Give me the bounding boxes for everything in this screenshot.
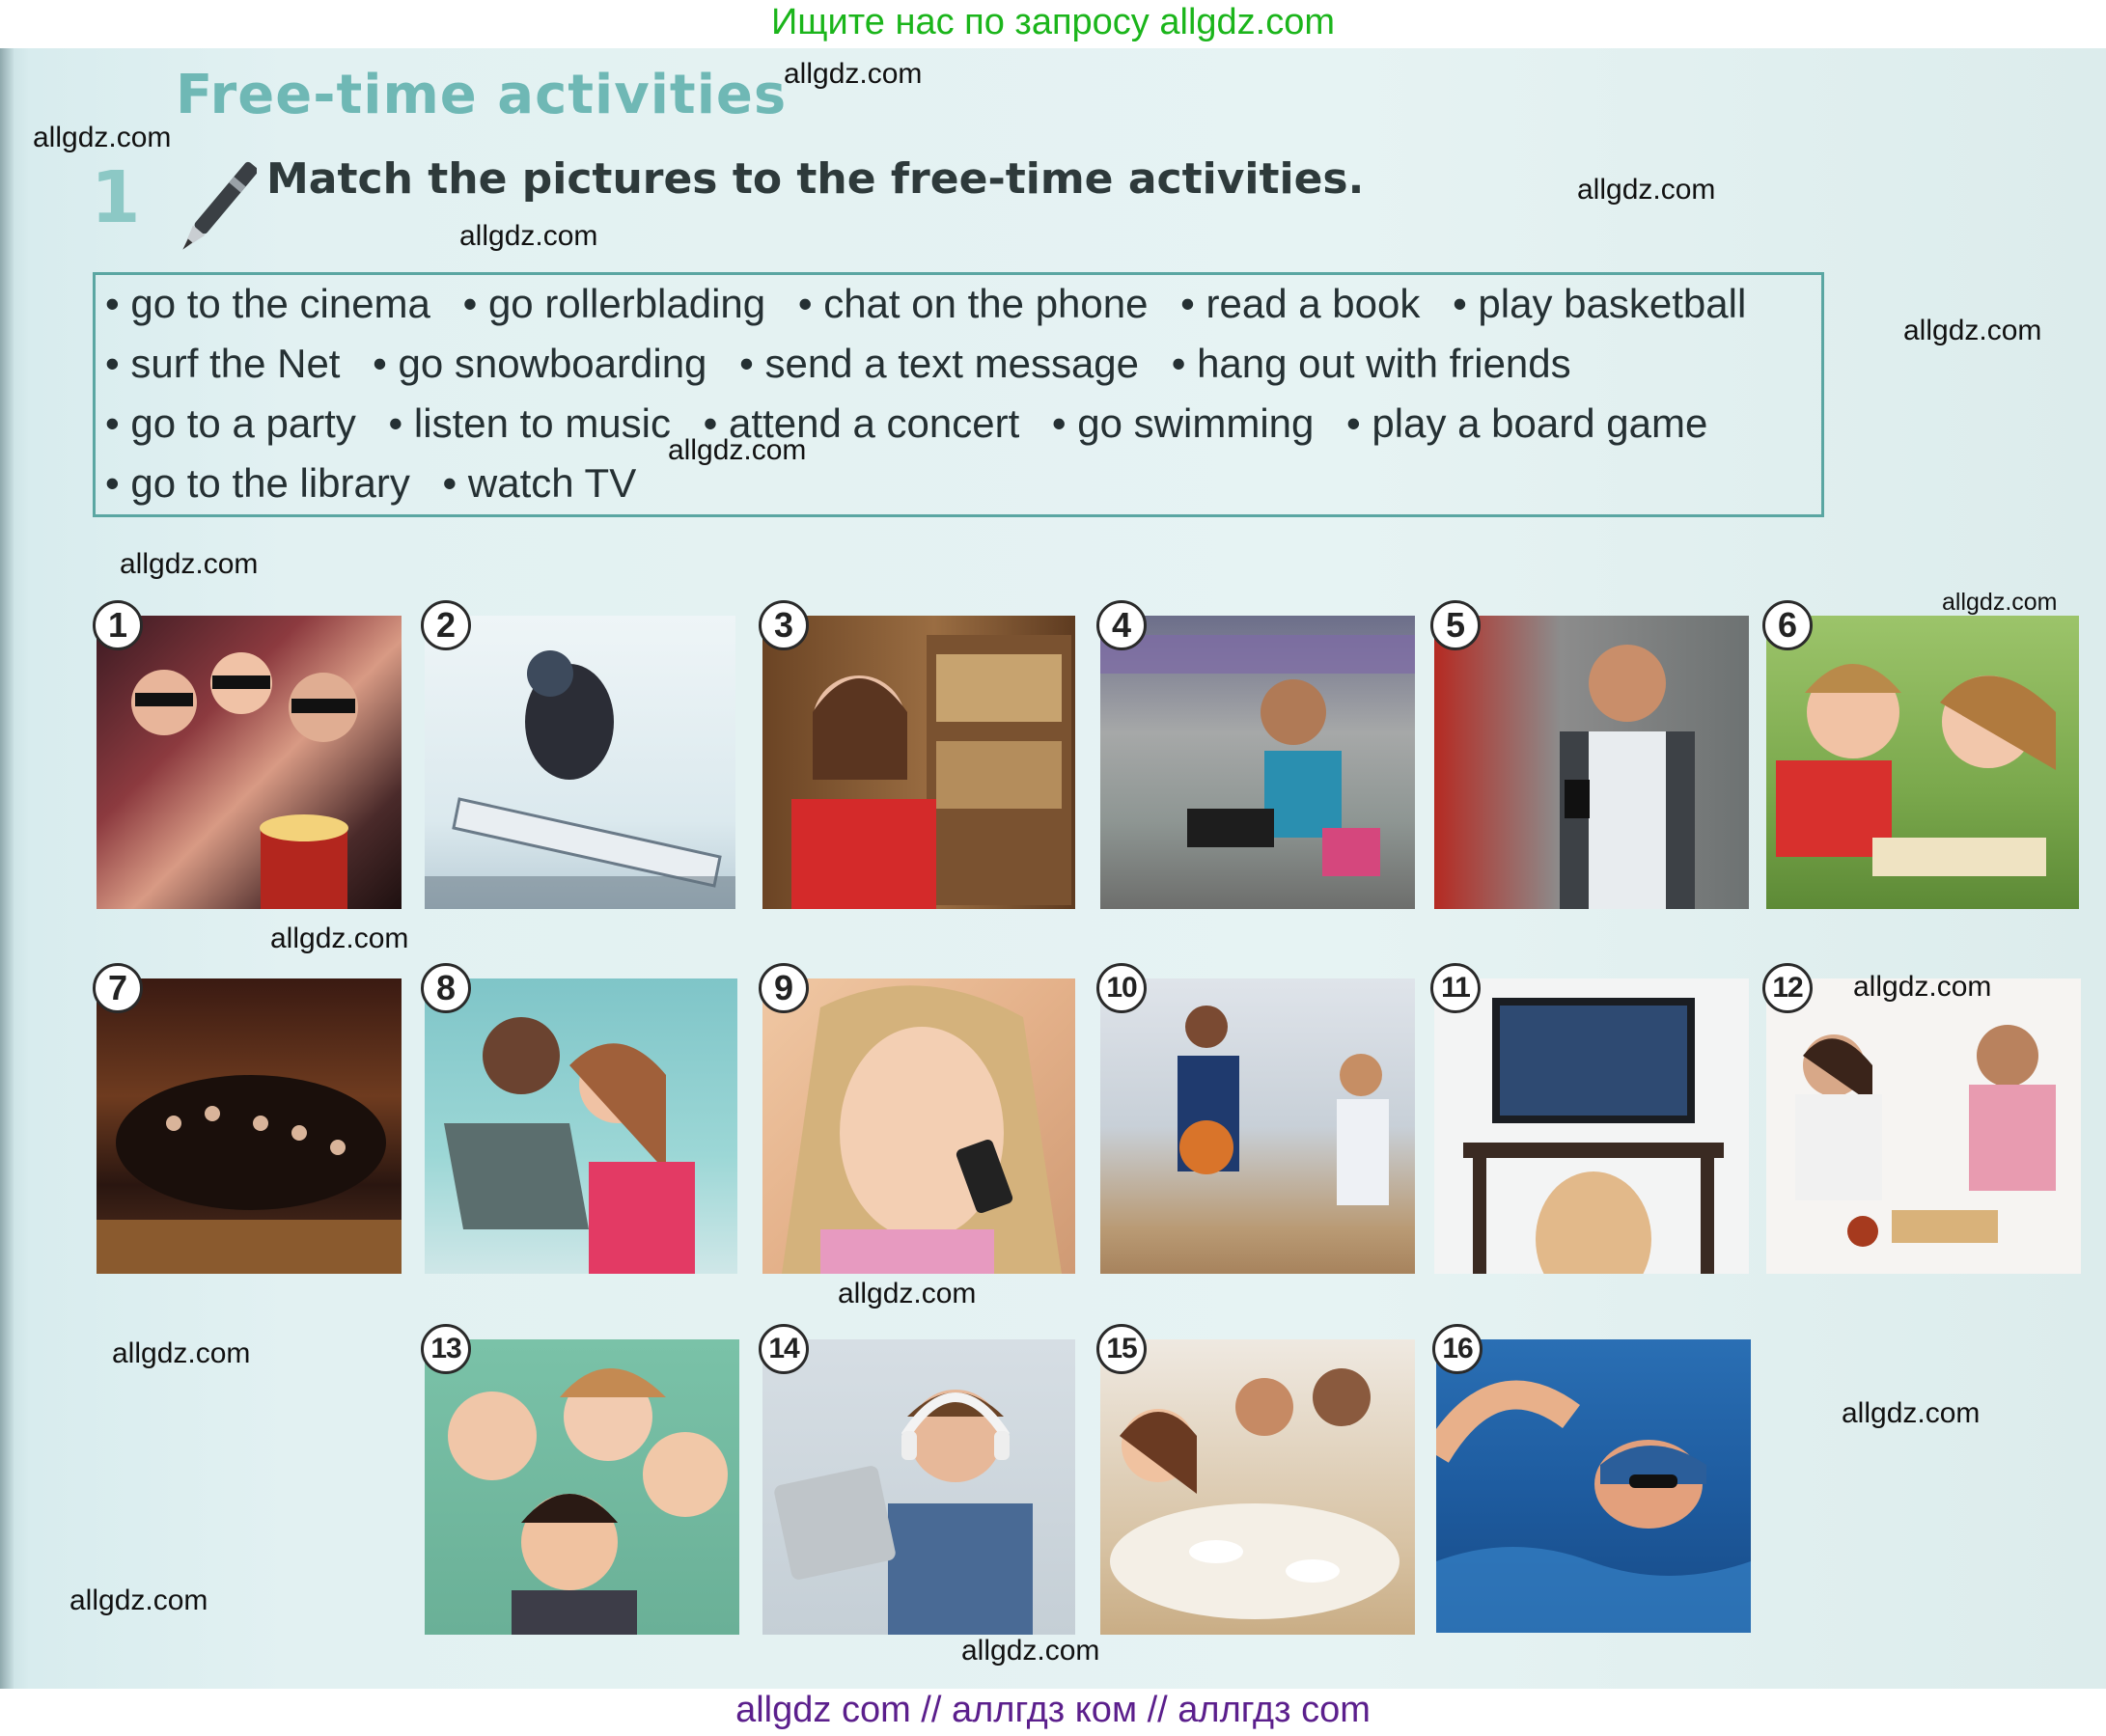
page-spine-shadow (0, 48, 14, 1689)
picture-number-badge: 6 (1762, 600, 1813, 650)
watermark-text: allgdz.com (459, 220, 598, 252)
pen-icon (180, 145, 257, 270)
picture-number-badge: 8 (421, 963, 471, 1013)
picture-1 (97, 605, 402, 909)
teens-laptop-illustration (425, 978, 737, 1274)
girl-tv-illustration (1434, 978, 1749, 1274)
picture-number-badge: 14 (759, 1324, 809, 1374)
activity-item: • go snowboarding (373, 341, 707, 386)
watermark-text: allgdz.com (270, 923, 409, 954)
watermark-text: allgdz.com (784, 58, 923, 90)
activity-item: • go rollerblading (462, 281, 766, 326)
picture-8 (425, 968, 737, 1274)
snowboarder-illustration (425, 616, 735, 909)
activity-item: • go to a party (105, 400, 356, 446)
picture-5 (1434, 605, 1749, 909)
activity-item: • go to the cinema (105, 281, 430, 326)
watermark-text: allgdz.com (1942, 589, 2058, 616)
board-game-illustration (1766, 978, 2081, 1274)
picture-number-badge: 9 (759, 963, 809, 1013)
picture-13 (425, 1333, 739, 1635)
activity-item: • go to the library (105, 460, 410, 506)
watermark-text: allgdz.com (1577, 174, 1716, 206)
textbook-page (0, 48, 2106, 1689)
picture-number-badge: 2 (421, 600, 471, 650)
picture-number-badge: 11 (1430, 963, 1481, 1013)
picture-number-badge: 10 (1096, 963, 1147, 1013)
activity-item: • hang out with friends (1171, 341, 1571, 386)
watermark-text: allgdz.com (1842, 1397, 1981, 1429)
picture-3 (762, 605, 1075, 909)
word-line-4 (105, 460, 657, 518)
picture-16 (1436, 1333, 1751, 1633)
girl-phone-illustration (762, 978, 1075, 1274)
kids-reading-illustration (1766, 616, 2079, 909)
activity-item: • attend a concert (703, 400, 1020, 446)
picture-10 (1100, 972, 1415, 1274)
activities-word-box (93, 272, 1824, 517)
word-line-2 (105, 341, 1593, 399)
picture-7 (97, 968, 402, 1274)
picture-number-badge: 16 (1432, 1324, 1483, 1374)
activity-item: • go swimming (1051, 400, 1315, 446)
friends-dinner-illustration (1100, 1339, 1415, 1635)
activity-item: • read a book (1180, 281, 1421, 326)
picture-number-badge: 4 (1096, 600, 1147, 650)
activity-item: • surf the Net (105, 341, 341, 386)
picture-4 (1100, 605, 1415, 909)
top-watermark-banner: Ищите нас по запросу allgdz.com (770, 2, 1335, 42)
picture-number-badge: 1 (93, 600, 143, 650)
orchestra-illustration (97, 978, 402, 1274)
word-line-3 (105, 400, 1729, 458)
picture-number-badge: 12 (1762, 963, 1813, 1013)
watermark-text: allgdz.com (1853, 971, 1992, 1003)
picture-12 (1766, 972, 2081, 1274)
watermark-text: allgdz.com (961, 1635, 1100, 1667)
picture-number-badge: 5 (1430, 600, 1481, 650)
activity-item: • listen to music (388, 400, 671, 446)
exercise-instruction: Match the pictures to the free-time activities. (266, 154, 1365, 204)
section-title: Free-time activities (176, 64, 788, 126)
library-girl-illustration (762, 616, 1075, 909)
picture-number-badge: 7 (93, 963, 143, 1013)
watermark-text: allgdz.com (668, 434, 807, 466)
watermark-text: allgdz.com (33, 122, 172, 153)
picture-6 (1766, 605, 2079, 909)
watermark-text: allgdz.com (838, 1278, 977, 1309)
activity-item: • chat on the phone (797, 281, 1149, 326)
activity-item: • play basketball (1453, 281, 1747, 326)
watermark-text: allgdz.com (112, 1337, 251, 1369)
picture-11 (1434, 972, 1749, 1274)
picture-number-badge: 13 (421, 1324, 471, 1374)
activity-item: • play a board game (1346, 400, 1708, 446)
boy-headphones-illustration (762, 1339, 1075, 1635)
swimmer-illustration (1436, 1339, 1751, 1633)
basketball-illustration (1100, 978, 1415, 1274)
rollerblading-girl-illustration (1100, 616, 1415, 909)
picture-14 (762, 1333, 1075, 1635)
cinema-audience-illustration (97, 616, 402, 909)
picture-number-badge: 3 (759, 600, 809, 650)
word-line-1 (105, 281, 1767, 339)
bottom-watermark-banner: allgdz com // аллгдз ком // аллгдз com (0, 1689, 2106, 1736)
man-texting-illustration (1434, 616, 1749, 909)
watermark-text: allgdz.com (69, 1584, 208, 1616)
activity-item: • watch TV (442, 460, 637, 506)
picture-9 (762, 968, 1075, 1274)
exercise-number: 1 (91, 156, 141, 239)
picture-number-badge: 15 (1096, 1324, 1147, 1374)
activity-item: • send a text message (739, 341, 1140, 386)
teens-party-illustration (425, 1339, 739, 1635)
watermark-text: allgdz.com (1903, 315, 2042, 346)
picture-15 (1100, 1333, 1415, 1635)
watermark-text: allgdz.com (120, 548, 259, 580)
picture-2 (425, 605, 735, 909)
